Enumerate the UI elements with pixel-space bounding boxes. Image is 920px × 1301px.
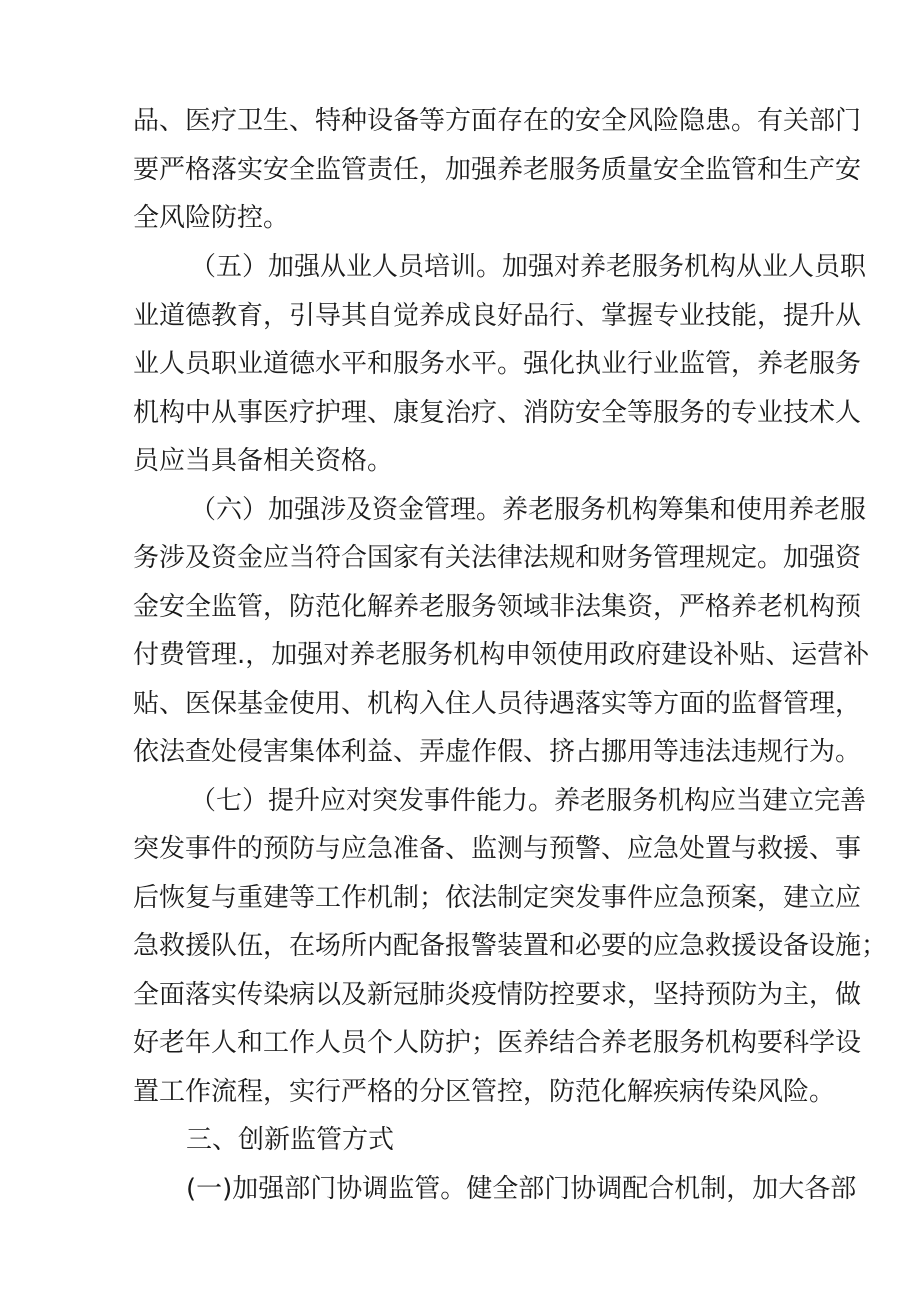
paragraph-start-line: （七）提升应对突发事件能力。养老服务机构应当建立完善: [190, 786, 867, 816]
paragraph-start-line: （五）加强从业人员培训。加强对养老服务机构从业人员职: [190, 252, 867, 282]
paragraph-start-line: (一)加强部门协调监管。健全部门协调配合机制，加大各部: [186, 1174, 857, 1204]
section-heading: 三、创新监管方式: [186, 1125, 395, 1155]
text-line: 业道德教育，引导其自觉养成良好品行、掌握专业技能，提升从: [133, 301, 862, 331]
text-line: 突发事件的预防与应急准备、监测与预警、应急处置与救援、事: [133, 834, 862, 864]
text-line: 依法查处侵害集体利益、弄虚作假、挤占挪用等违法违规行为。: [133, 737, 862, 767]
text-line: 好老年人和工作人员个人防护；医养结合养老服务机构要科学设: [133, 1028, 862, 1058]
text-line: 全面落实传染病以及新冠肺炎疫情防控要求，坚持预防为主，做: [133, 980, 862, 1010]
text-line: 全风险防控。: [133, 203, 290, 233]
text-line: 要严格落实安全监管责任，加强养老服务质量安全监管和生产安: [133, 155, 862, 185]
text-line: 业人员职业道德水平和服务水平。强化执业行业监管，养老服务: [133, 349, 862, 379]
text-line: 贴、医保基金使用、机构入住人员待遇落实等方面的监督管理，: [133, 689, 862, 719]
paragraph-start-line: （六）加强涉及资金管理。养老服务机构筹集和使用养老服: [190, 495, 867, 525]
text-line: 机构中从事医疗护理、康复治疗、消防安全等服务的专业技术人: [133, 398, 862, 428]
text-line: 品、医疗卫生、特种设备等方面存在的安全风险隐患。有关部门: [133, 106, 862, 136]
text-line: 急救援队伍，在场所内配备报警装置和必要的应急救援设备设施；: [133, 931, 888, 961]
text-line: 务涉及资金应当符合国家有关法律法规和财务管理规定。加强资: [133, 543, 862, 573]
text-line: 员应当具备相关资格。: [133, 446, 394, 476]
text-line: 置工作流程，实行严格的分区管控，防范化解疾病传染风险。: [133, 1077, 836, 1107]
text-line: 金安全监管，防范化解养老服务领域非法集资，严格养老机构预: [133, 592, 862, 622]
text-line: 后恢复与重建等工作机制；依法制定突发事件应急预案，建立应: [133, 883, 862, 913]
text-line: 付费管理.，加强对养老服务机构申领使用政府建设补贴、运营补: [133, 640, 870, 670]
